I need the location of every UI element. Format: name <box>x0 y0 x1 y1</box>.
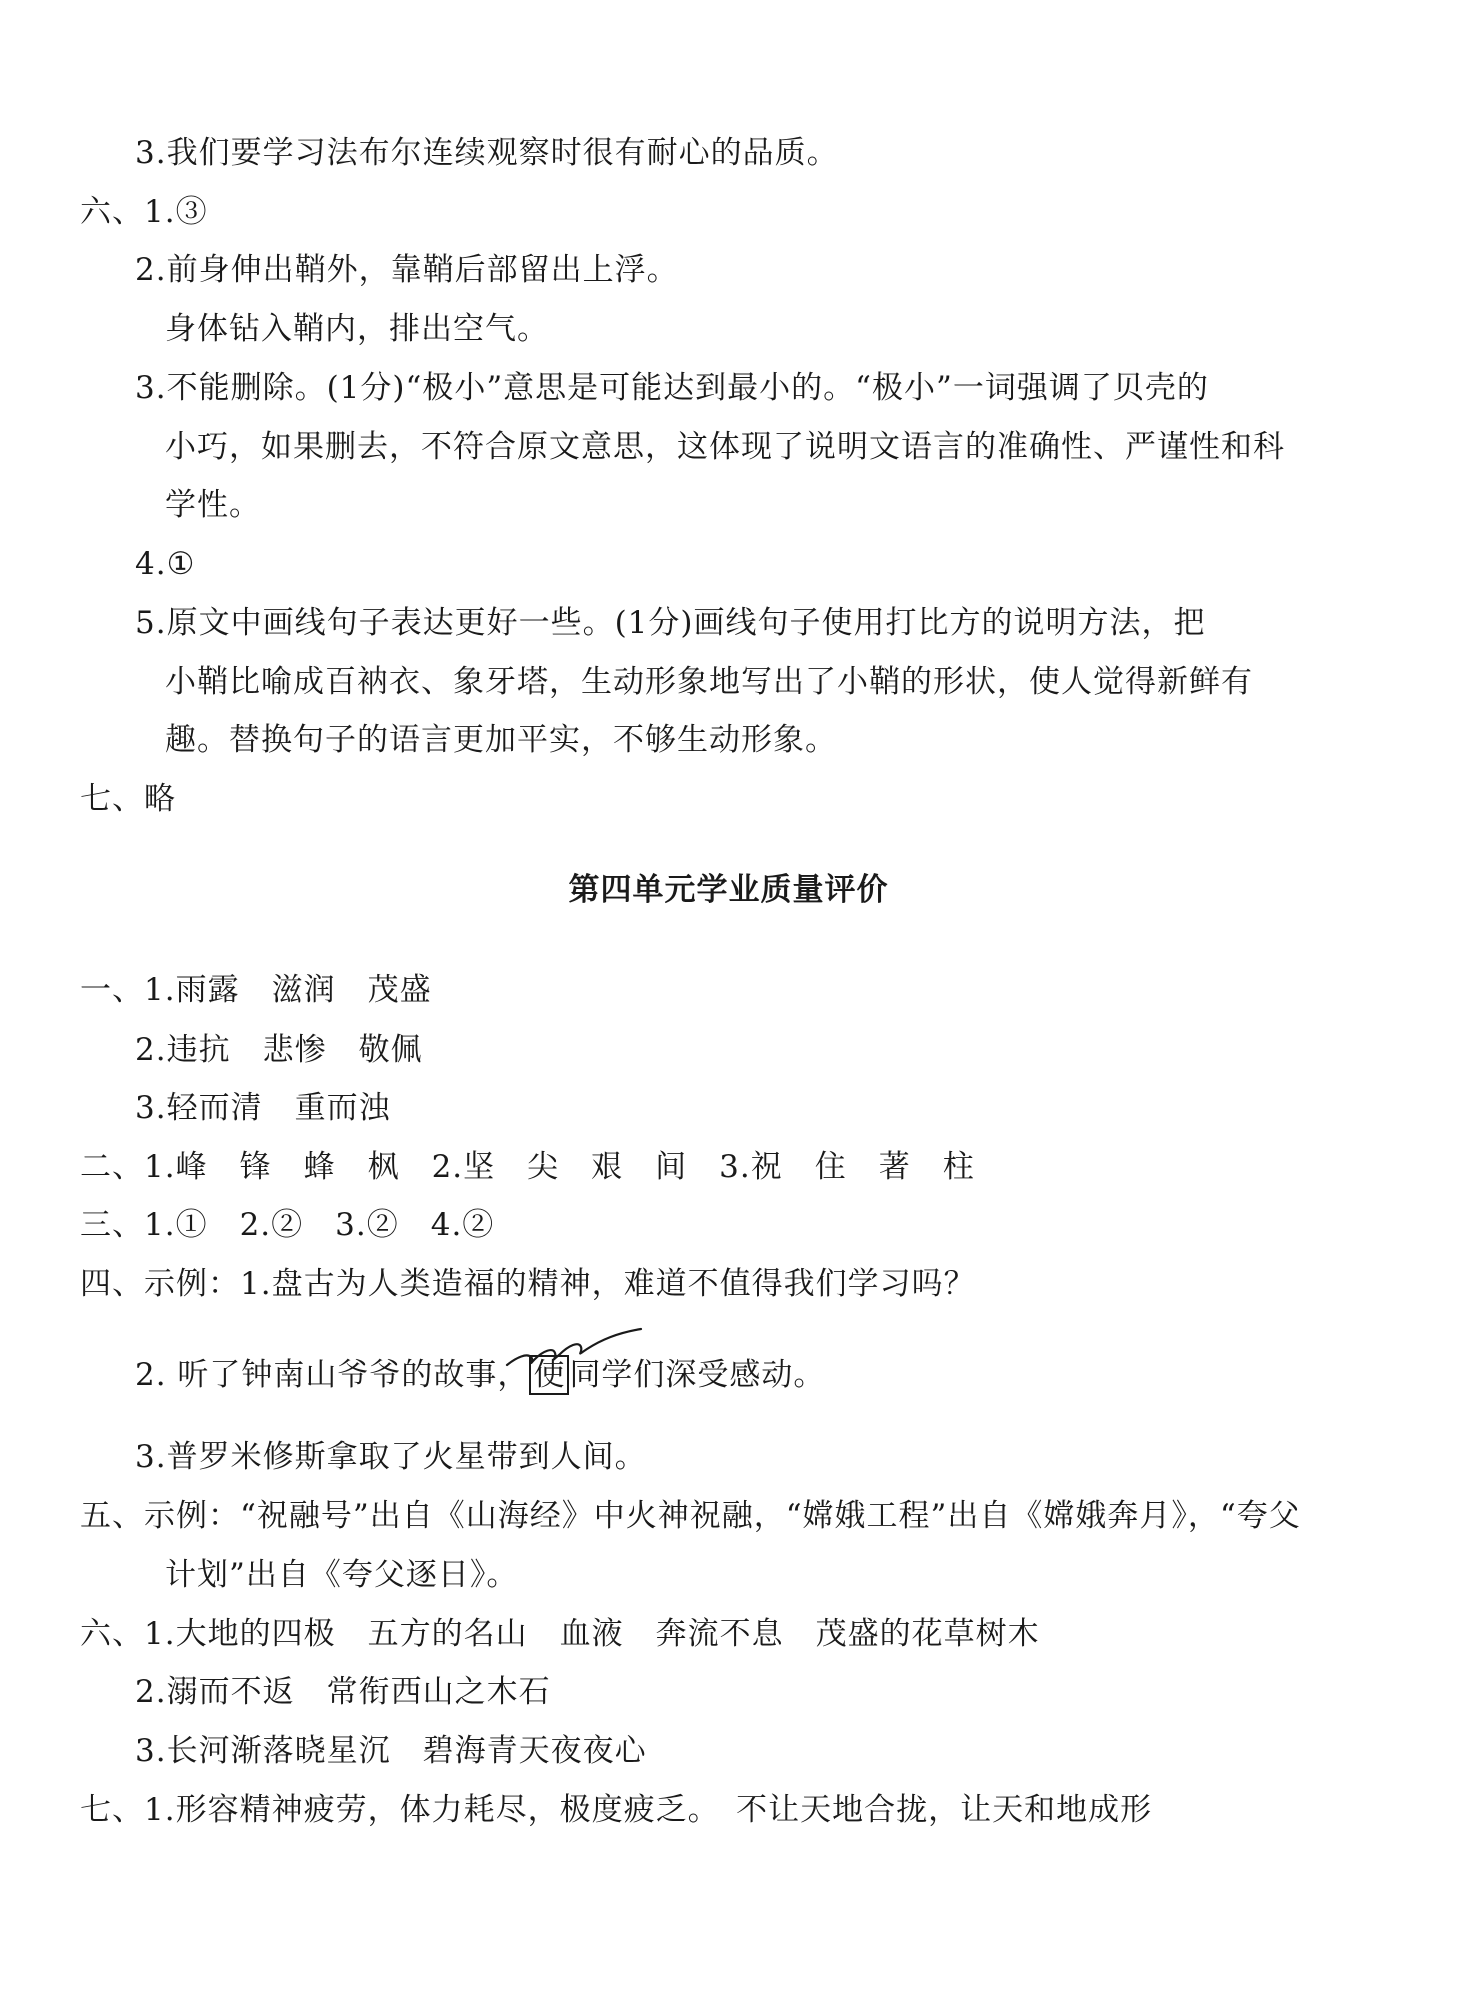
answer-line: 计划”出自《夸父逐日》。 <box>165 1557 519 1593</box>
answer-line: 4.① <box>135 546 196 582</box>
correction-text-before: 2. 听了钟南山爷爷的故事， <box>135 1357 530 1393</box>
answer-line: 身体钻入鞘内，排出空气。 <box>165 311 549 347</box>
answer-line: 三、1.① 2.② 3.② 4.② <box>80 1207 495 1243</box>
answer-line: 一、1.雨露 滋润 茂盛 <box>80 972 432 1008</box>
answer-line: 3.普罗米修斯拿取了火星带到人间。 <box>135 1439 647 1475</box>
answer-line: 四、示例：1.盘古为人类造福的精神，难道不值得我们学习吗？ <box>80 1266 976 1302</box>
answer-line: 五、示例：“祝融号”出自《山海经》中火神祝融，“嫦娥工程”出自《嫦娥奔月》，“夸父 <box>80 1498 1301 1534</box>
answer-line: 3.长河渐落晓星沉 碧海青天夜夜心 <box>135 1733 647 1769</box>
answer-line: 七、略 <box>80 781 176 817</box>
answer-line: 2.溺而不返 常衔西山之木石 <box>135 1674 551 1710</box>
answer-line: 趣。替换句子的语言更加平实，不够生动形象。 <box>165 722 837 758</box>
answer-line: 学性。 <box>165 487 261 523</box>
answer-line: 小巧，如果删去，不符合原文意思，这体现了说明文语言的准确性、严谨性和科 <box>165 429 1285 465</box>
answer-line: 5.原文中画线句子表达更好一些。(1分)画线句子使用打比方的说明方法，把 <box>135 605 1206 641</box>
correction-line <box>135 1355 825 1395</box>
answer-line: 六、1.③ <box>80 194 208 230</box>
answer-line: 二、1.峰 锋 蜂 枫 2.坚 尖 艰 间 3.祝 住 著 柱 <box>80 1149 975 1185</box>
section-title: 第四单元学业质量评价 <box>568 872 889 908</box>
answer-line: 2.前身伸出鞘外，靠鞘后部留出上浮。 <box>135 252 679 288</box>
answer-line: 七、1.形容精神疲劳，体力耗尽，极度疲乏。 不让天地合拢，让天和地成形 <box>80 1792 1153 1828</box>
answer-line: 3.我们要学习法布尔连续观察时很有耐心的品质。 <box>135 135 839 171</box>
boxed-character: 使 <box>529 1355 569 1395</box>
answer-line: 六、1.大地的四极 五方的名山 血液 奔流不息 茂盛的花草树木 <box>80 1616 1040 1652</box>
answer-line: 小鞘比喻成百衲衣、象牙塔，生动形象地写出了小鞘的形状，使人觉得新鲜有 <box>165 664 1253 700</box>
answer-line: 2.违抗 悲惨 敬佩 <box>135 1032 423 1068</box>
answer-line: 3.轻而清 重而浊 <box>135 1090 391 1126</box>
answer-line: 3.不能删除。(1分)“极小”意思是可能达到最小的。“极小”一词强调了贝壳的 <box>135 370 1209 406</box>
correction-text-after: 同学们深受感动。 <box>569 1357 826 1393</box>
